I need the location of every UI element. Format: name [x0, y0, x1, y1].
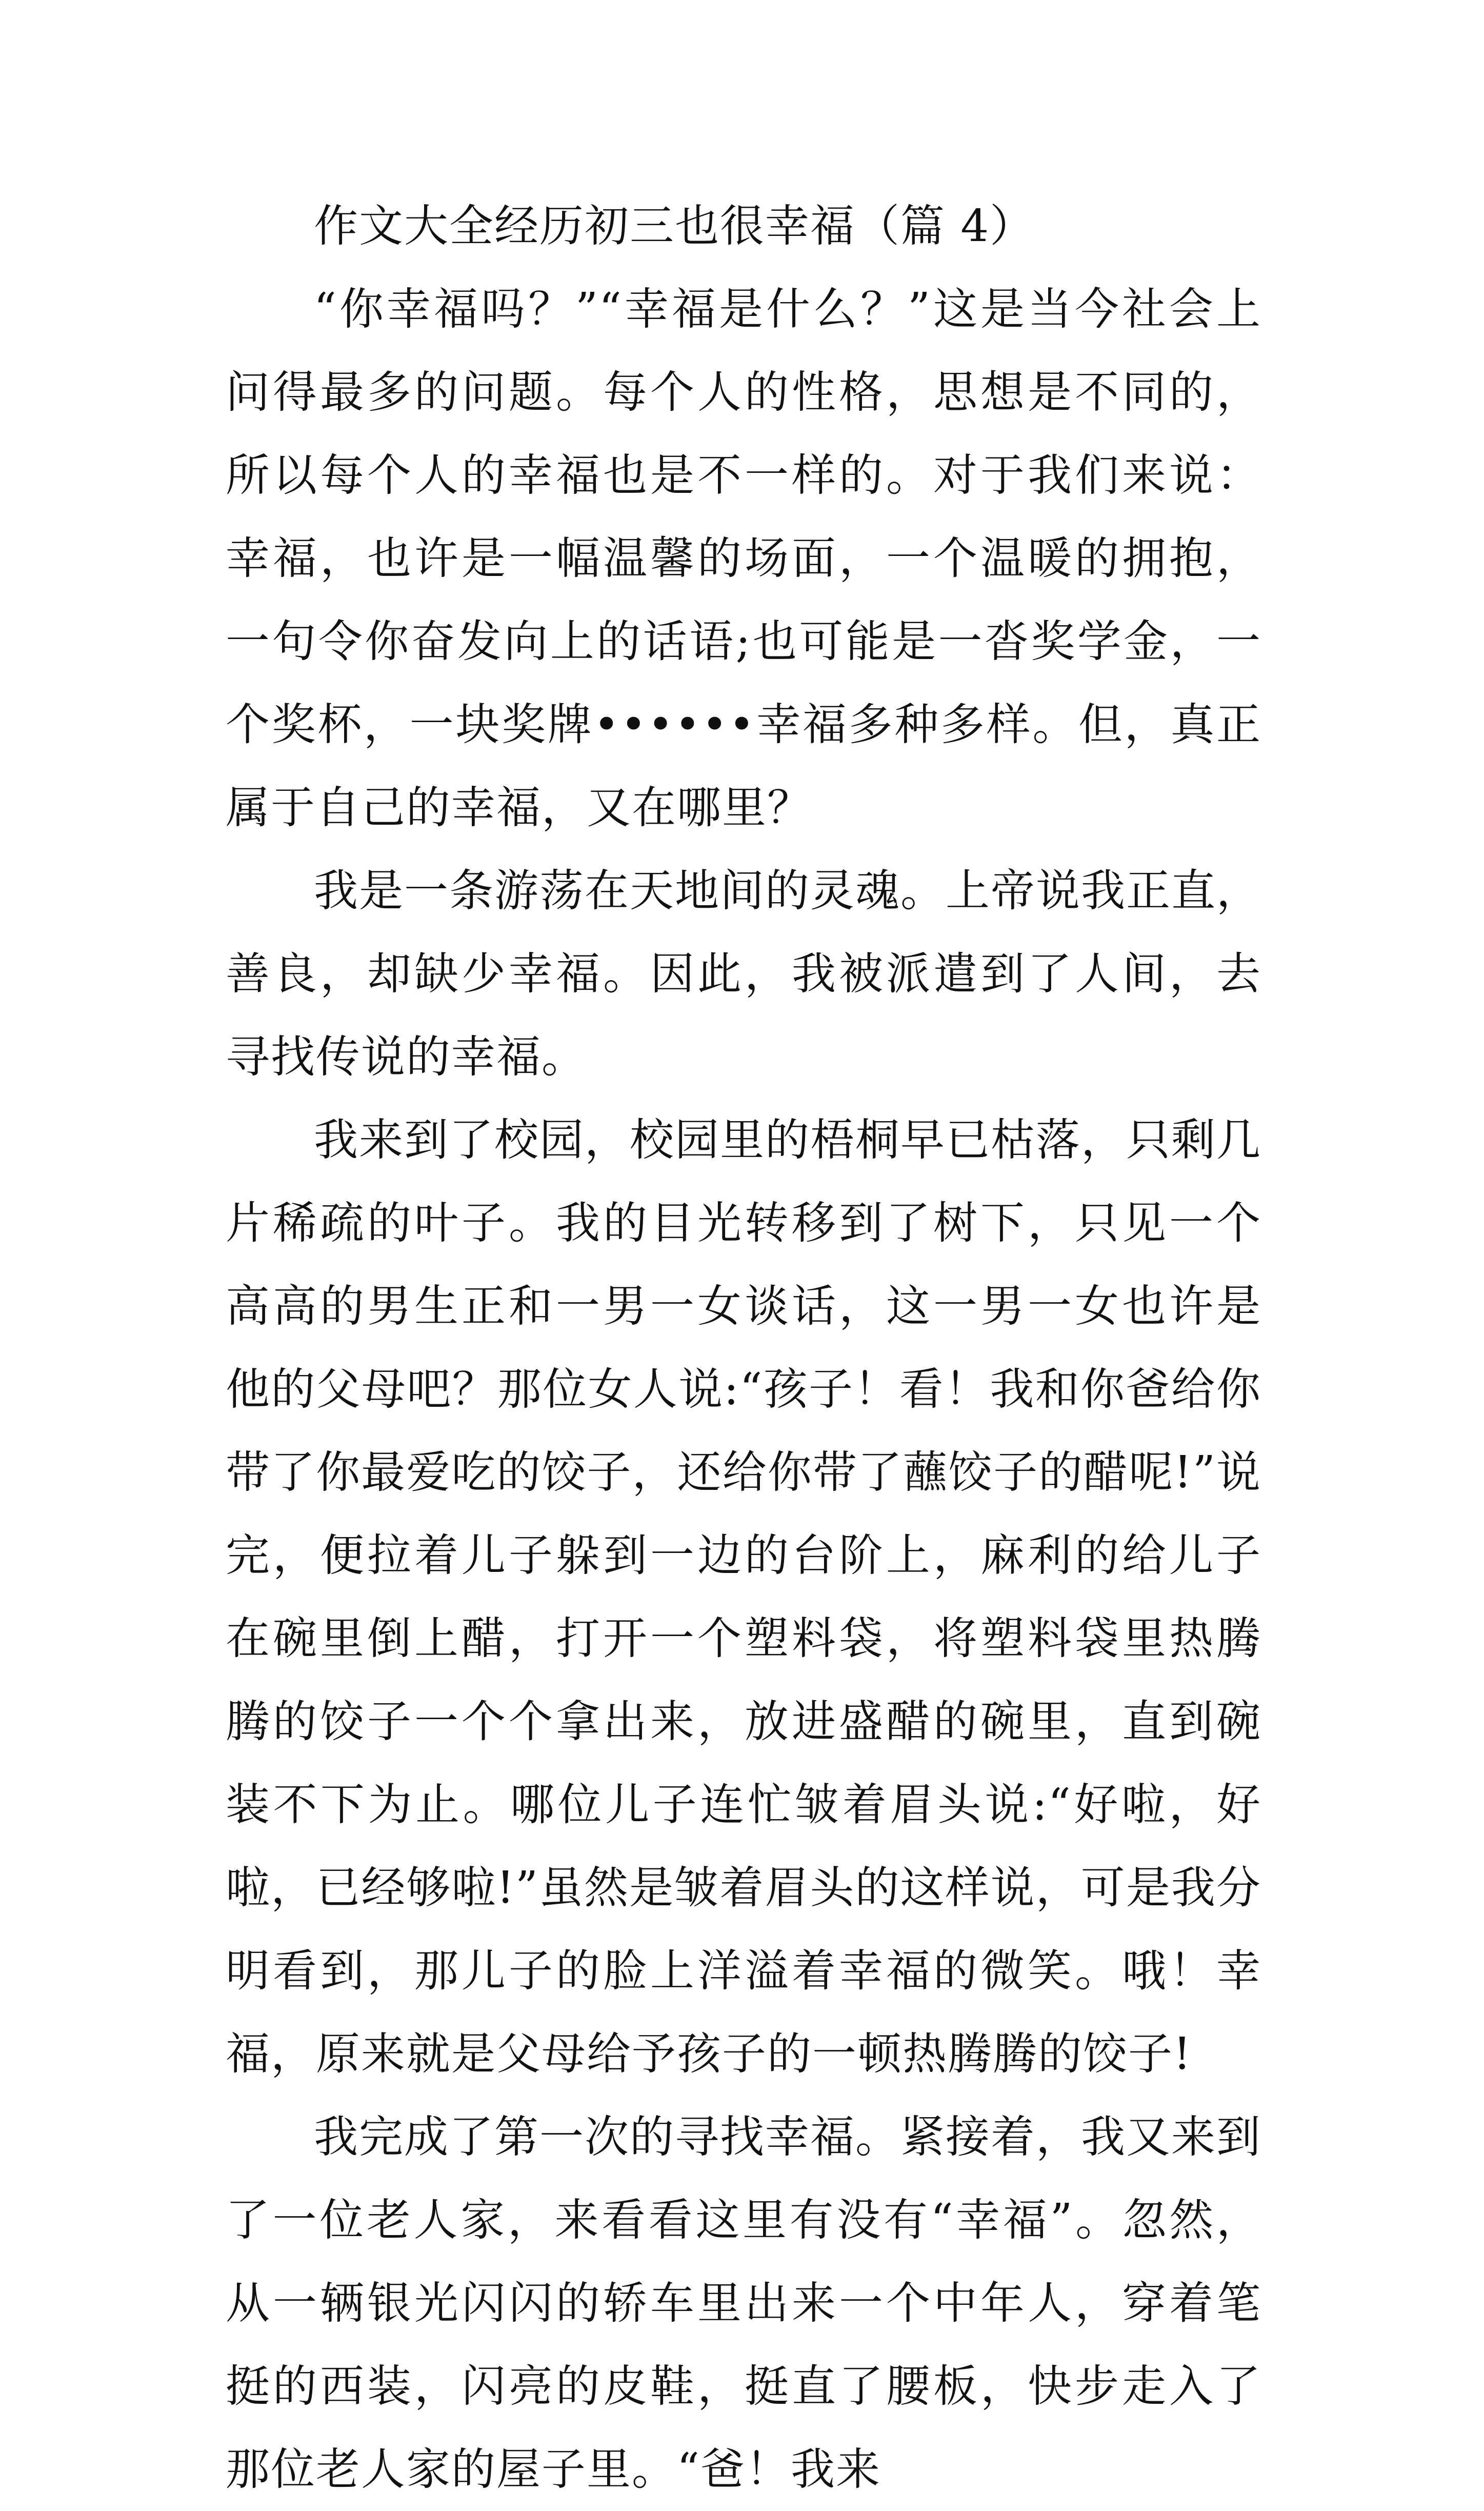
paragraph-1: “你幸福吗？”“幸福是什么？”这是当今社会上问得最多的问题。每个人的性格，思想是不同的，所以每个人的幸福也是不一样的。对于我们来说：幸福，也许是一幅温馨的场面，一个温暖的拥抱，一句令你奋发向上的话语;也可能是一沓奖学金，一个奖杯，一块奖牌••••••幸福多种多样。但，真正属于自己的幸福，又在哪里？: [226, 284, 1261, 833]
document-body: [226, 185, 1261, 2511]
paragraph-2: 我是一条游荡在天地间的灵魂。上帝说我正直，善良，却缺少幸福。因此，我被派遣到了人间，去寻找传说的幸福。: [226, 865, 1261, 1083]
document-title: 作文大全经历初三也很幸福（篇 4）: [314, 201, 1035, 252]
paragraph-3: 我来到了校园，校园里的梧桐早已枯落，只剩几片稀疏的叶子。我的目光转移到了树下，只见一个高高的男生正和一男一女谈话，这一男一女也许是他的父母吧？那位女人说:“孩子！看！我和你爸给你带了你最爱吃的饺子，还给你带了蘸饺子的醋呢!”说完，便拉着儿子躲到一边的台阶上，麻利的给儿子在碗里倒上醋，打开一个塑料袋，将塑料袋里热腾腾的饺子一个个拿出来，放进盛醋的碗里，直到碗装不下为止。哪位儿子连忙皱着眉头说:“好啦，好啦，已经够啦!”虽然是皱着眉头的这样说，可是我分明看到，那儿子的脸上洋溢着幸福的微笑。哦！幸福，原来就是父母给予孩子的一顿热腾腾的饺子!: [226, 1114, 1261, 2080]
paragraph-4: 我完成了第一次的寻找幸福。紧接着，我又来到了一位老人家，来看看这里有没有“幸福”。忽然，从一辆银光闪闪的轿车里出来一个中年人，穿着笔挺的西装，闪亮的皮鞋，挺直了腰板，快步走入了那位老人家的屋子里。“爸！我来: [226, 2111, 1261, 2495]
